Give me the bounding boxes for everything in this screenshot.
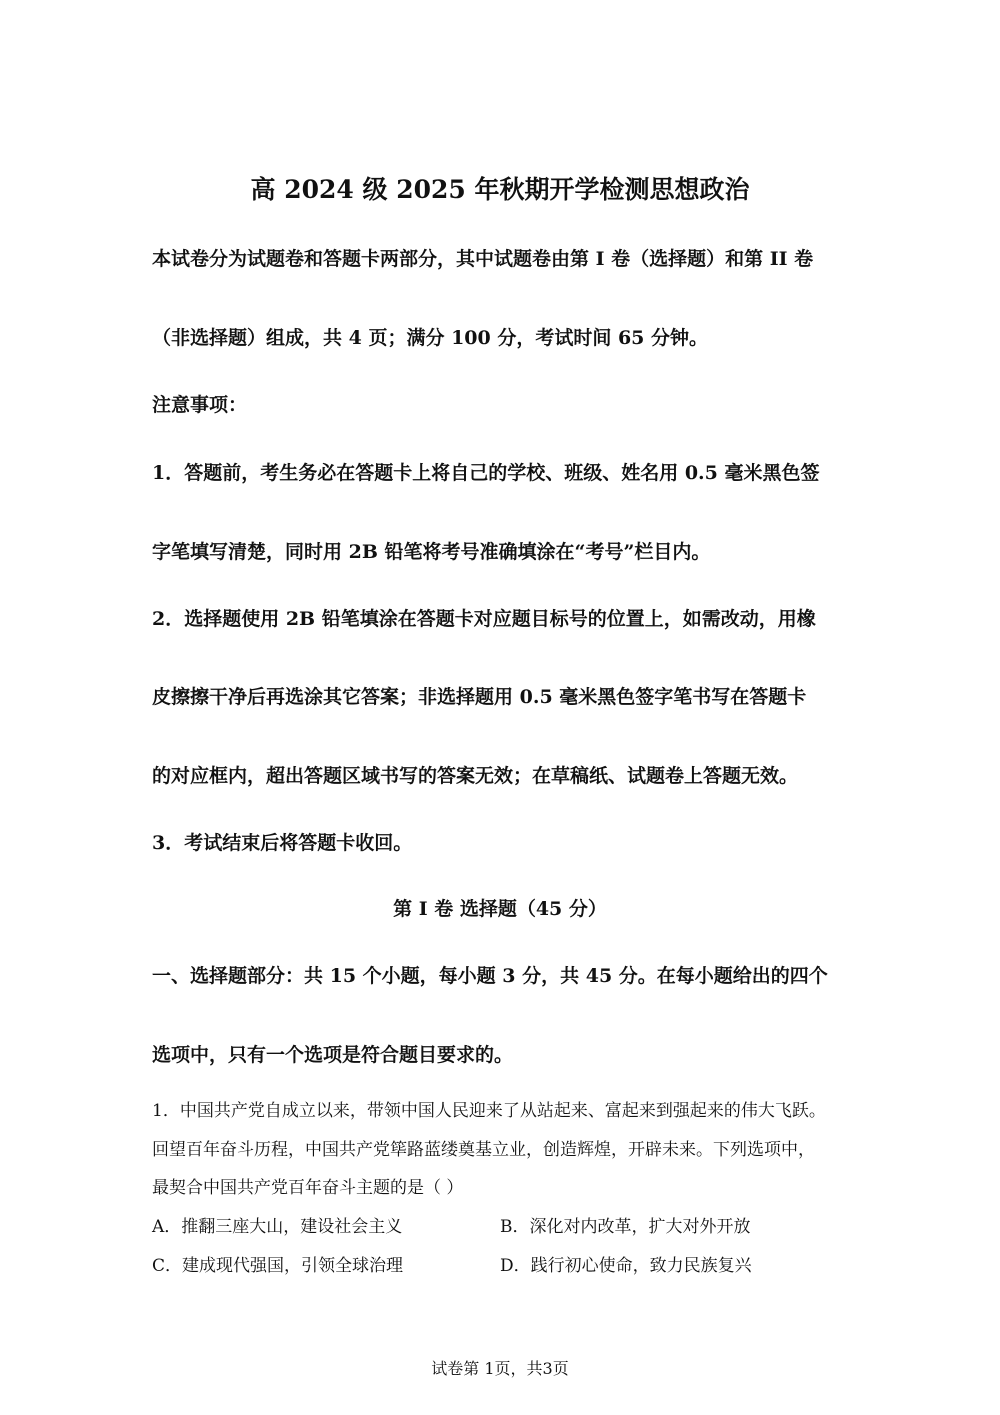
notice-item-1-line-1: 1．答题前，考生务必在答题卡上将自己的学校、班级、姓名用 0.5 毫米黑色签 bbox=[152, 462, 820, 484]
question-1-line-2: 回望百年奋斗历程，中国共产党筚路蓝缕奠基立业，创造辉煌，开辟未来。下列选项中， bbox=[152, 1140, 815, 1160]
question-1-option-b: B．深化对内改革，扩大对外开放 bbox=[500, 1217, 751, 1237]
intro-line-1: 本试卷分为试题卷和答题卡两部分，其中试题卷由第 I 卷（选择题）和第 II 卷 bbox=[152, 248, 814, 270]
question-1-line-3: 最契合中国共产党百年奋斗主题的是（ ） bbox=[152, 1178, 464, 1198]
notice-heading: 注意事项： bbox=[152, 394, 248, 416]
notice-item-2-line-2: 皮擦擦干净后再选涂其它答案；非选择题用 0.5 毫米黑色签字笔书写在答题卡 bbox=[152, 686, 807, 708]
question-1-line-1: 1．中国共产党自成立以来，带领中国人民迎来了从站起来、富起来到强起来的伟大飞跃。 bbox=[152, 1101, 826, 1121]
notice-item-1-line-2: 字笔填写清楚，同时用 2B 铅笔将考号准确填涂在“考号”栏目内。 bbox=[152, 541, 711, 563]
section-desc-line-1: 一、选择题部分：共 15 个小题，每小题 3 分，共 45 分。在每小题给出的四个 bbox=[152, 965, 828, 987]
section-desc-line-2: 选项中，只有一个选项是符合题目要求的。 bbox=[152, 1044, 514, 1066]
notice-item-2-line-3: 的对应框内，超出答题区域书写的答案无效；在草稿纸、试题卷上答题无效。 bbox=[152, 765, 799, 787]
page-title: 高 2024 级 2025 年秋期开学检测思想政治 bbox=[250, 175, 750, 204]
question-1-option-d: D．践行初心使命，致力民族复兴 bbox=[500, 1256, 752, 1276]
notice-item-2-line-1: 2．选择题使用 2B 铅笔填涂在答题卡对应题目标号的位置上，如需改动，用橡 bbox=[152, 608, 816, 630]
section-heading: 第 I 卷 选择题（45 分） bbox=[393, 898, 607, 920]
page-footer: 试卷第 1页，共3页 bbox=[431, 1359, 569, 1378]
intro-line-2: （非选择题）组成，共 4 页；满分 100 分，考试时间 65 分钟。 bbox=[152, 327, 709, 349]
question-1-option-c: C．建成现代强国，引领全球治理 bbox=[152, 1256, 404, 1276]
question-1-option-a: A．推翻三座大山，建设社会主义 bbox=[152, 1217, 403, 1237]
notice-item-3: 3．考试结束后将答题卡收回。 bbox=[152, 832, 413, 854]
